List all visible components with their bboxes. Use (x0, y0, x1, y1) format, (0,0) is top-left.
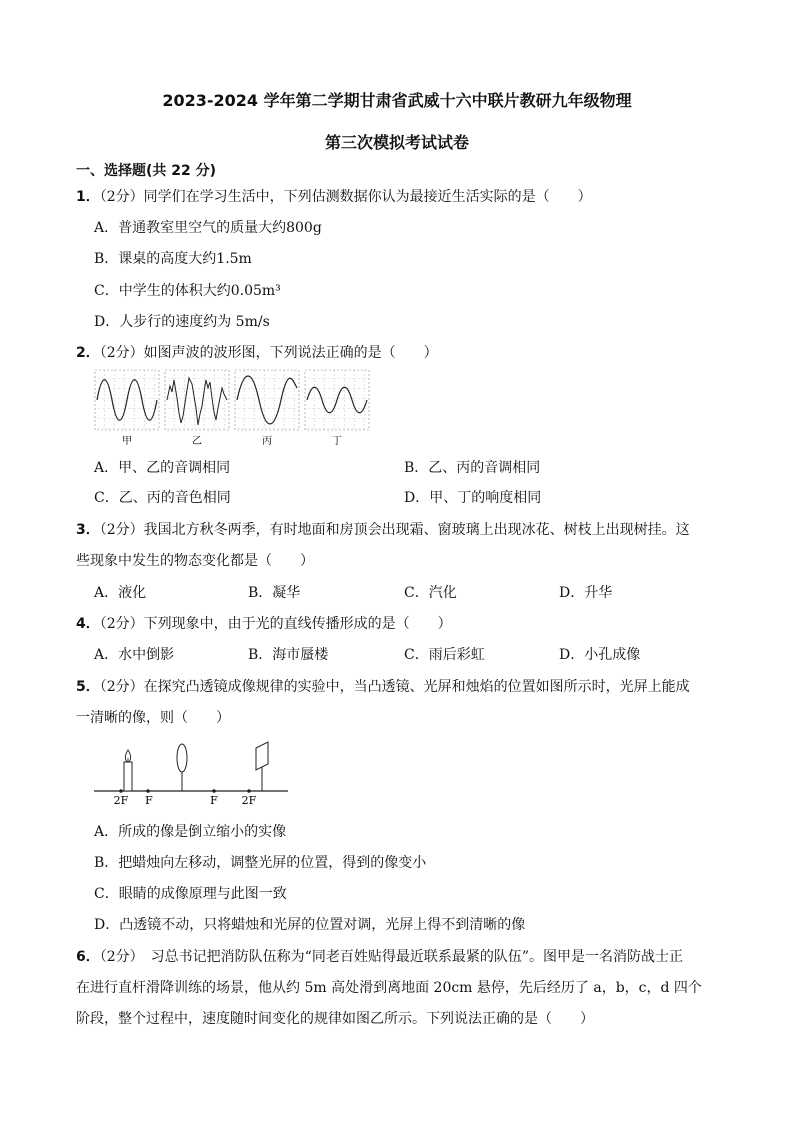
question-stem-line2: 在进行直杆滑降训练的场景，他从约 5m 高处滑到离地面 20cm 悬停，先后经历了 a，b，c，d 四个 (76, 980, 702, 996)
option-d: D．小孔成像 (559, 647, 641, 663)
question-stem-line1: （2分）我国北方秋冬两季，有时地面和房顶会出现霜、窗玻璃上出现冰花、树枝上出现树挂。这 (99, 522, 690, 538)
question-3 (76, 519, 690, 539)
question-stem-line1: （2分） 习总书记把消防队伍称为“同老百姓贴得最近联系最紧的队伍”。图甲是一名消防战士正 (99, 949, 683, 965)
wave-jia (95, 370, 159, 430)
section-heading: 一、选择题(共 22 分) (76, 163, 217, 179)
option-c: C．眼睛的成像原理与此图一致 (94, 886, 287, 902)
question-number: 3． (76, 522, 100, 538)
option-c: C．汽化 (404, 585, 457, 601)
question-stem-line2: 一清晰的像，则（ ） (76, 710, 230, 726)
option-b: B．凝华 (248, 585, 301, 601)
wave-ding (305, 370, 369, 430)
axis-label-f-left: F (145, 794, 153, 807)
question-4 (76, 613, 452, 633)
question-1 (76, 186, 592, 206)
option-c: C．中学生的体积大约0.05m³ (94, 283, 281, 299)
question-stem-line2: 些现象中发生的物态变化都是（ ） (76, 553, 314, 569)
question-number: 5． (76, 679, 100, 695)
axis-label-2f-left: 2F (113, 794, 129, 807)
wave-label-ding: 丁 (332, 436, 342, 447)
question-stem: （2分）同学们在学习生活中，下列估测数据你认为最接近生活实际的是（ ） (99, 189, 592, 205)
question-number: 2． (76, 345, 100, 361)
option-a: A．所成的像是倒立缩小的实像 (94, 824, 287, 840)
question-number: 6． (76, 949, 100, 965)
wave-yi (165, 370, 229, 430)
page-subtitle: 第三次模拟考试试卷 (324, 133, 469, 152)
question-6 (76, 946, 683, 966)
option-b: B．乙、丙的音调相同 (404, 460, 541, 476)
candle-icon (124, 750, 132, 791)
lens-experiment-figure (92, 740, 292, 810)
question-2 (76, 342, 438, 362)
option-b: B．海市蜃楼 (248, 647, 329, 663)
option-c: C．乙、丙的音色相同 (94, 490, 231, 506)
wave-label-jia: 甲 (122, 436, 132, 447)
question-5 (76, 676, 690, 696)
option-a: A．普通教室里空气的质量大约800g (94, 220, 322, 236)
option-b: B．把蜡烛向左移动，调整光屏的位置，得到的像变小 (94, 855, 427, 871)
option-a: A．甲、乙的音调相同 (94, 460, 231, 476)
question-stem: （2分）如图声波的波形图，下列说法正确的是（ ） (99, 345, 438, 361)
wave-bing (235, 370, 299, 430)
option-c: C．雨后彩虹 (404, 647, 485, 663)
wave-label-bing: 丙 (262, 436, 272, 447)
option-b: B．课桌的高度大约1.5m (94, 251, 252, 267)
wave-label-yi: 乙 (192, 436, 202, 447)
option-d: D．升华 (559, 585, 613, 601)
option-d: D．凸透镜不动，只将蜡烛和光屏的位置对调，光屏上得不到清晰的像 (94, 917, 526, 933)
option-a: A．水中倒影 (94, 647, 175, 663)
question-number: 4． (76, 616, 100, 632)
question-number: 1． (76, 189, 100, 205)
question-stem-line1: （2分）在探究凸透镜成像规律的实验中，当凸透镜、光屏和烛焰的位置如图所示时，光屏上能成 (99, 679, 690, 695)
axis-label-2f-right: 2F (241, 794, 257, 807)
option-d: D．人步行的速度约为 5m/s (94, 314, 270, 330)
option-a: A．液化 (94, 585, 147, 601)
waveform-figure (94, 368, 374, 448)
question-stem: （2分）下列现象中，由于光的直线传播形成的是（ ） (99, 616, 452, 632)
axis-label-f-right: F (210, 794, 218, 807)
page-title: 2023-2024 学年第二学期甘肃省武威十六中联片教研九年级物理 (162, 91, 632, 110)
question-stem-line3: 阶段，整个过程中，速度随时间变化的规律如图乙所示。下列说法正确的是（ ） (76, 1011, 594, 1027)
light-screen-icon (256, 742, 268, 791)
option-d: D．甲、丁的响度相同 (404, 490, 542, 506)
convex-lens-icon (177, 744, 187, 791)
